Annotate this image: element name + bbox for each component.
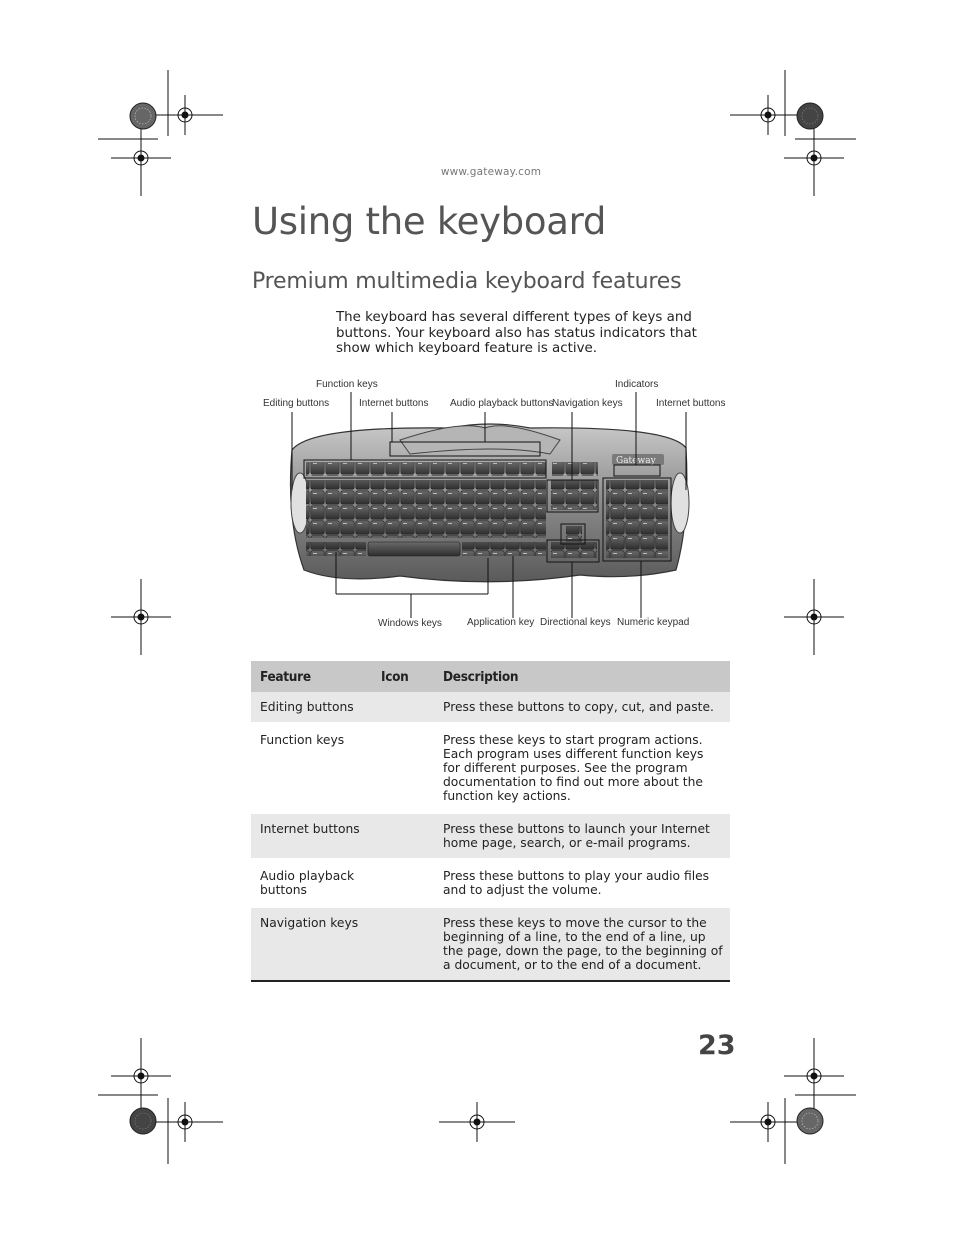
- row-icon: [372, 692, 434, 724]
- page-title: Using the keyboard: [252, 200, 607, 243]
- row-feature: Navigation keys: [251, 907, 372, 982]
- keyboard-figure: [250, 370, 730, 640]
- header-icon: Icon: [372, 661, 434, 692]
- table-row: [251, 907, 730, 982]
- feature-table: [251, 661, 730, 982]
- callout-windows-keys: Windows keys: [378, 618, 442, 629]
- table-header-row: [251, 661, 730, 692]
- callout-internet-buttons-left: Internet buttons: [359, 398, 429, 409]
- intro-paragraph: The keyboard has several different types of keys and buttons. Your keyboard also has status indicators that show which keyboard feature is active.: [336, 310, 697, 356]
- header-description: Description: [434, 661, 730, 692]
- row-feature: Internet buttons: [251, 813, 372, 860]
- row-icon: [372, 860, 434, 907]
- row-feature: Editing buttons: [251, 692, 372, 724]
- row-description: Press these keys to start program actions. Each program uses different function keys for different purposes. See the program documentation to find out more about the function key actions.: [434, 724, 730, 813]
- table-row: [251, 860, 730, 907]
- row-description: Press these keys to move the cursor to the beginning of a line, to the end of a line, up the page, down the page, to the beginning of a document, or to the end of a document.: [434, 907, 730, 982]
- callout-indicators: Indicators: [615, 379, 659, 390]
- row-icon: [372, 813, 434, 860]
- row-feature: Audio playback buttons: [251, 860, 372, 907]
- keyboard-illustration-icon: [250, 370, 730, 640]
- brand-label: Gateway: [616, 456, 656, 466]
- row-description: Press these buttons to play your audio files and to adjust the volume.: [434, 860, 730, 907]
- callout-function-keys: Function keys: [316, 379, 378, 390]
- header-feature: Feature: [251, 661, 372, 692]
- table-row: [251, 724, 730, 813]
- header-url: www.gateway.com: [440, 166, 542, 178]
- callout-directional-keys: Directional keys: [540, 617, 611, 628]
- table-row: [251, 692, 730, 724]
- callout-audio-playback-buttons: Audio playback buttons: [450, 398, 554, 409]
- callout-editing-buttons: Editing buttons: [263, 398, 330, 409]
- row-feature: Function keys: [251, 724, 372, 813]
- section-title: Premium multimedia keyboard features: [252, 269, 682, 294]
- callout-internet-buttons-right: Internet buttons: [656, 398, 726, 409]
- callout-numeric-keypad: Numeric keypad: [617, 617, 690, 628]
- callout-application-key: Application key: [467, 617, 535, 628]
- table-row: [251, 813, 730, 860]
- row-icon: [372, 724, 434, 813]
- row-description: Press these buttons to launch your Internet home page, search, or e-mail programs.: [434, 813, 730, 860]
- callout-navigation-keys: Navigation keys: [552, 398, 623, 409]
- row-description: Press these buttons to copy, cut, and paste.: [434, 692, 730, 724]
- row-icon: [372, 907, 434, 982]
- page-number: 23: [698, 1030, 736, 1061]
